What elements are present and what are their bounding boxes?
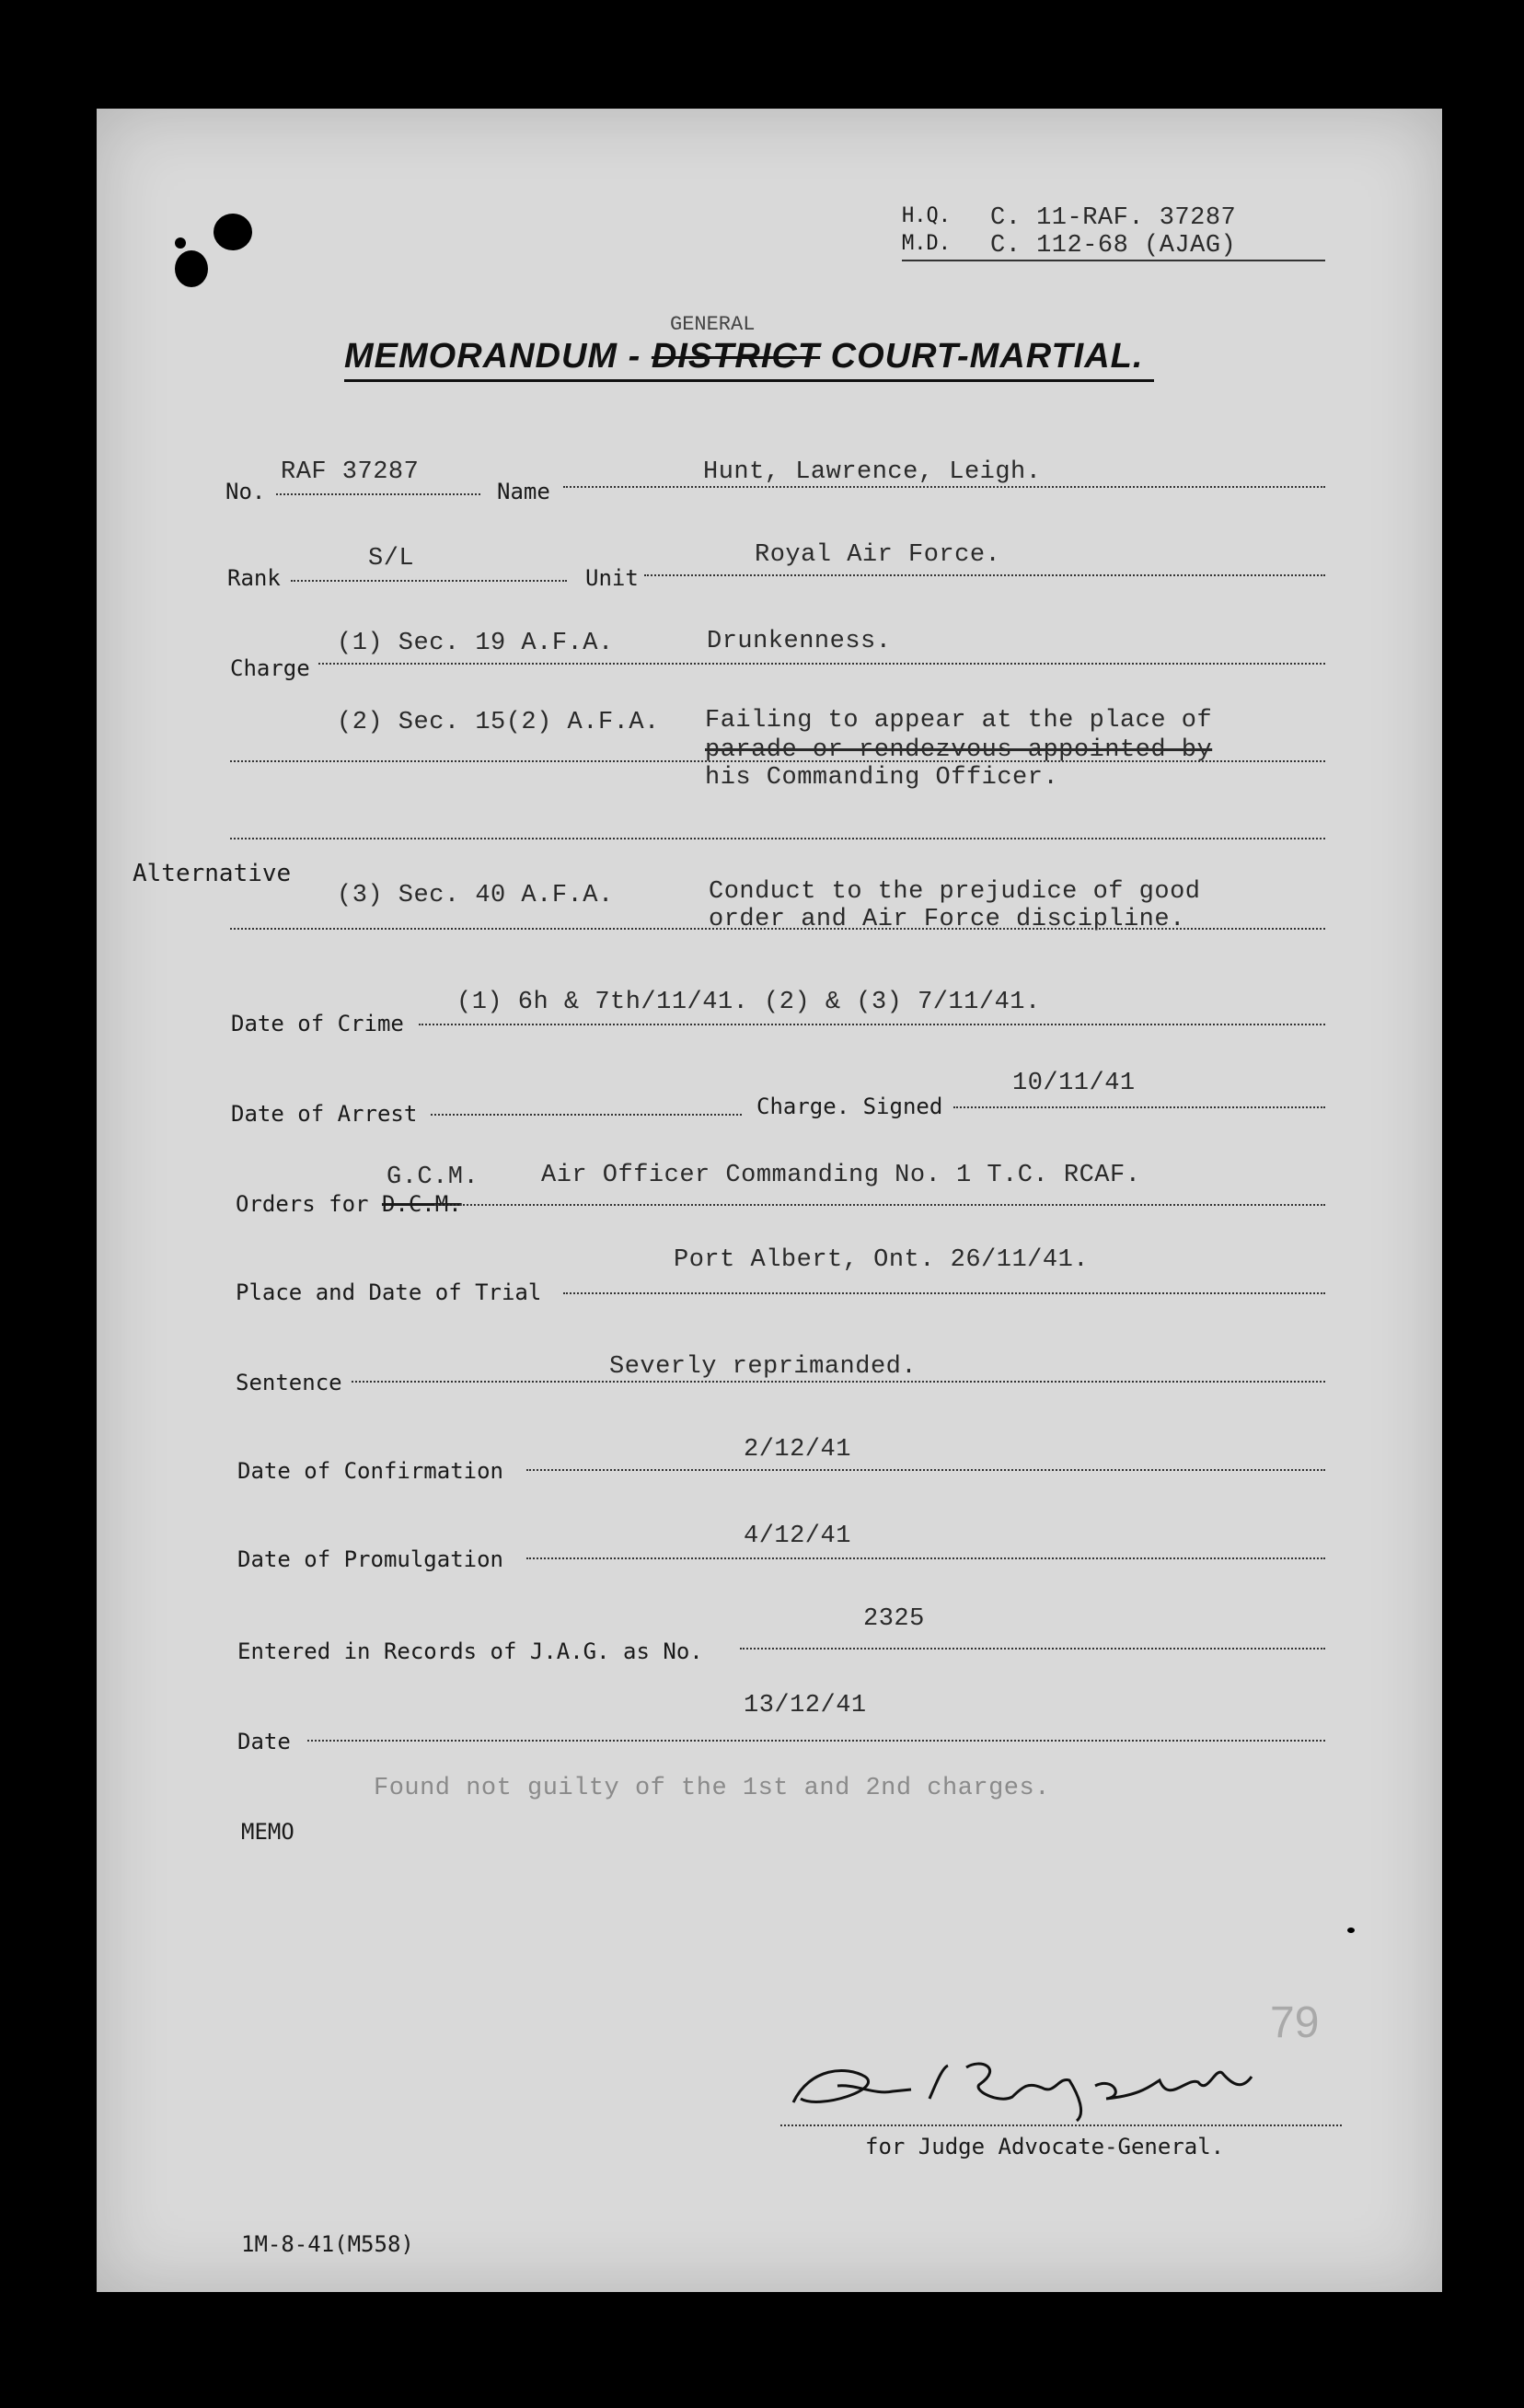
orders-label-text: Orders for bbox=[236, 1191, 369, 1217]
punch-hole-mark bbox=[175, 237, 186, 249]
memo-label: MEMO bbox=[241, 1819, 294, 1845]
form-code: 1M-8-41(M558) bbox=[241, 2231, 414, 2257]
md-label: M.D. bbox=[902, 232, 951, 255]
hq-value: C. 11-RAF. 37287 bbox=[990, 204, 1237, 232]
confirmation-label: Date of Confirmation bbox=[237, 1458, 503, 1484]
no-value: RAF 37287 bbox=[281, 458, 420, 486]
trial-value: Port Albert, Ont. 26/11/41. bbox=[674, 1246, 1089, 1274]
trial-label: Place and Date of Trial bbox=[236, 1279, 542, 1305]
signature-mark bbox=[782, 2049, 1261, 2123]
records-label: Entered in Records of J.A.G. as No. bbox=[237, 1638, 703, 1664]
title-memorandum: MEMORANDUM - bbox=[344, 337, 641, 376]
sentence-value: Severly reprimanded. bbox=[609, 1353, 918, 1381]
name-value: Hunt, Lawrence, Leigh. bbox=[703, 458, 1042, 486]
charge2-section: (2) Sec. 15(2) A.F.A. bbox=[337, 709, 660, 736]
charge2-line2: parade or rendezvous appointed by bbox=[705, 736, 1213, 764]
punch-hole-mark bbox=[175, 250, 208, 287]
charge-label: Charge bbox=[230, 655, 310, 681]
orders-value: Air Officer Commanding No. 1 T.C. RCAF. bbox=[541, 1162, 1141, 1189]
memo-value: Found not guilty of the 1st and 2nd charges. bbox=[374, 1775, 1050, 1802]
charge1-section: (1) Sec. 19 A.F.A. bbox=[337, 630, 614, 657]
alternative-label: Alternative bbox=[133, 860, 292, 887]
unit-label: Unit bbox=[585, 565, 639, 591]
confirmation-value: 2/12/41 bbox=[744, 1436, 851, 1464]
orders-label bbox=[236, 1191, 462, 1217]
signature-caption: for Judge Advocate-General. bbox=[865, 2134, 1225, 2159]
punch-hole-mark bbox=[214, 214, 252, 250]
charge2-line1: Failing to appear at the place of bbox=[705, 707, 1213, 735]
ink-speck bbox=[1347, 1928, 1355, 1933]
charge-signed-label: Charge. Signed bbox=[756, 1094, 943, 1119]
title-inserted-word: GENERAL bbox=[670, 313, 756, 336]
date-arrest-label: Date of Arrest bbox=[231, 1101, 418, 1127]
charge3-line1: Conduct to the prejudice of good bbox=[709, 878, 1201, 906]
charge1-text: Drunkenness. bbox=[707, 628, 892, 655]
records-value: 2325 bbox=[863, 1605, 925, 1633]
charge3-line2: order and Air Force discipline. bbox=[709, 906, 1185, 933]
hq-label: H.Q. bbox=[902, 204, 951, 227]
charge3-section: (3) Sec. 40 A.F.A. bbox=[337, 882, 614, 909]
unit-value: Royal Air Force. bbox=[755, 541, 1001, 569]
charge-signed-value: 10/11/41 bbox=[1012, 1070, 1136, 1097]
page-title bbox=[344, 337, 1143, 376]
rank-label: Rank bbox=[227, 565, 281, 591]
orders-struck: D.C.M. bbox=[381, 1191, 462, 1217]
rank-value: S/L bbox=[368, 545, 415, 573]
date-value: 13/12/41 bbox=[744, 1692, 867, 1719]
promulgation-label: Date of Promulgation bbox=[237, 1546, 503, 1572]
title-rest: COURT-MARTIAL. bbox=[830, 337, 1144, 376]
name-label: Name bbox=[497, 479, 550, 504]
orders-inserted: G.C.M. bbox=[387, 1163, 479, 1191]
title-struck-word: DISTRICT bbox=[651, 337, 821, 376]
charge2-line3: his Commanding Officer. bbox=[705, 764, 1059, 792]
md-value: C. 112-68 (AJAG) bbox=[990, 232, 1237, 260]
promulgation-value: 4/12/41 bbox=[744, 1522, 851, 1550]
sentence-label: Sentence bbox=[236, 1370, 342, 1395]
date-crime-label: Date of Crime bbox=[231, 1011, 404, 1036]
no-label: No. bbox=[225, 479, 266, 504]
date-label: Date bbox=[237, 1729, 291, 1754]
page-number: 79 bbox=[1270, 1998, 1320, 2047]
date-crime-value: (1) 6h & 7th/11/41. (2) & (3) 7/11/41. bbox=[456, 989, 1041, 1016]
